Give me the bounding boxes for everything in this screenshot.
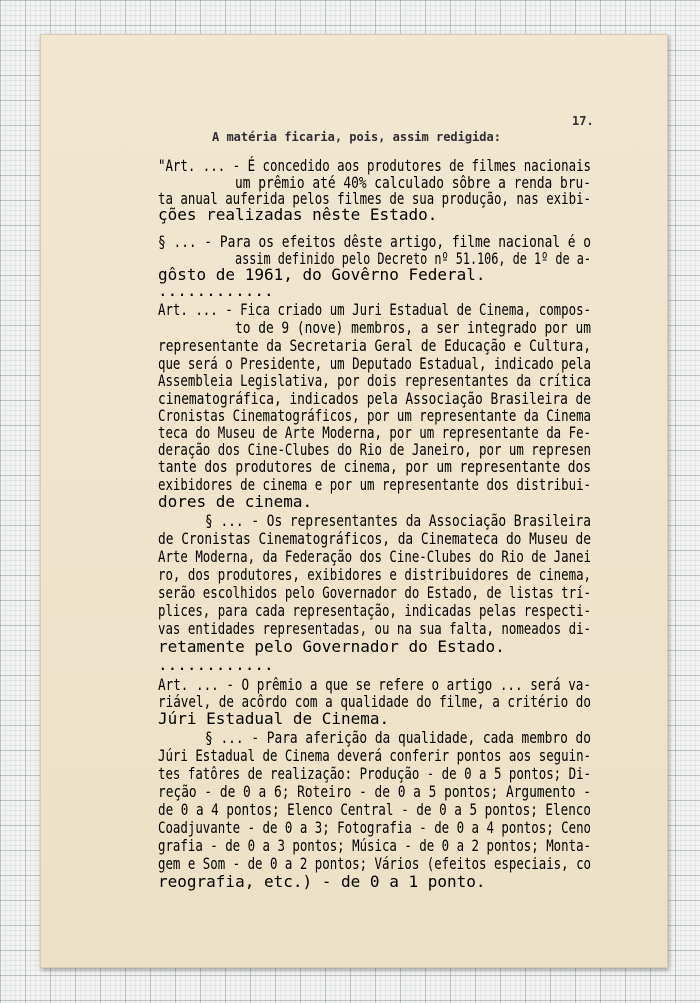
text-line: § ... - Para os efeitos dêste artigo, filme nacional é o bbox=[158, 232, 592, 251]
text-line: reografia, etc.) - de 0 a 1 ponto. bbox=[158, 872, 486, 891]
text-line: Assembleia Legislativa, por dois representantes da crítica bbox=[158, 371, 591, 390]
text-line: um prêmio até 40% calculado sôbre a renda bru- bbox=[235, 173, 591, 192]
text-line: Art. ... - O prêmio a que se refere o artigo ... será va- bbox=[158, 675, 592, 694]
page-number: 17. bbox=[572, 114, 594, 128]
text-line: dores de cinema. bbox=[158, 492, 313, 511]
text-line: cinematográfica, indicados pela Associação Brasileira de bbox=[158, 389, 592, 408]
text-line: exibidores de cinema e por um representante dos distribui- bbox=[158, 475, 591, 494]
text-line: de 0 a 4 pontos; Elenco Central - de 0 a 5 pontos; Elenco bbox=[158, 800, 592, 819]
text-line: § ... - Os representantes da Associação Brasileira bbox=[205, 511, 591, 530]
text-line: assim definido pelo Decreto nº 51.106, de 1º de a- bbox=[235, 249, 591, 268]
text-line: ta anual auferida pelos filmes de sua produção, nas exibi- bbox=[158, 189, 591, 208]
text-line: deração dos Cine-Clubes do Rio de Janeiro, por um represen bbox=[158, 440, 591, 459]
text-line: Art. ... - Fica criado um Juri Estadual de Cinema, compos- bbox=[158, 300, 591, 319]
text-line: § ... - Para aferição da qualidade, cada membro do bbox=[205, 728, 591, 747]
text-line: vas entidades representadas, ou na sua falta, nomeados di- bbox=[158, 619, 591, 638]
text-line: ro, dos produtores, exibidores e distribuidores de cinema, bbox=[158, 565, 591, 584]
text-line: Arte Moderna, da Federação dos Cine-Clubes do Rio de Janei bbox=[158, 547, 591, 566]
text-line: retamente pelo Governador do Estado. bbox=[158, 637, 505, 656]
text-line: gôsto de 1961, do Govêrno Federal. bbox=[158, 265, 486, 284]
text-line: Coadjuvante - de 0 a 3; Fotografia - de 0 a 4 pontos; Ceno bbox=[158, 818, 591, 837]
text-line: tes fatôres de realização: Produção - de 0 a 5 pontos; Di- bbox=[158, 764, 591, 783]
separator-dots: ............ bbox=[158, 655, 274, 674]
text-line: teca do Museu de Arte Moderna, por um representante da Fe- bbox=[158, 423, 591, 442]
text-line: Júri Estadual de Cinema. bbox=[158, 709, 390, 728]
section-heading: A matéria ficaria, pois, assim redigida: bbox=[212, 130, 501, 144]
text-line: grafia - de 0 a 3 pontos; Música - de 0 a 2 pontos; Monta- bbox=[158, 836, 591, 855]
text-line: serão escolhidos pelo Governador do Estado, de listas trí- bbox=[158, 583, 591, 602]
text-line: Júri Estadual de Cinema deverá conferir pontos aos seguin- bbox=[158, 746, 591, 765]
text-line: reção - de 0 a 6; Roteiro - de 0 a 5 pontos; Argumento - bbox=[158, 782, 592, 801]
text-line: tante dos produtores de cinema, por um representante dos bbox=[158, 457, 592, 476]
text-line: to de 9 (nove) membros, a ser integrado por um bbox=[235, 318, 591, 337]
text-line: "Art. ... - É concedido aos produtores de filmes nacionais bbox=[158, 156, 591, 175]
text-line: de Cronistas Cinematográficos, da Cinemateca do Museu de bbox=[158, 529, 592, 548]
text-line: plices, para cada representação, indicadas pelas respecti- bbox=[158, 601, 591, 620]
text-line: riável, de acôrdo com a qualidade do filme, a critério do bbox=[158, 692, 592, 711]
text-line: representante da Secretaria Geral de Educação e Cultura, bbox=[158, 336, 592, 355]
text-line: ções realizadas nêste Estado. bbox=[158, 205, 438, 224]
text-line: gem e Som - de 0 a 2 pontos; Vários (efeitos especiais, co bbox=[158, 854, 591, 873]
text-line: que será o Presidente, um Deputado Estadual, indicado pela bbox=[158, 354, 591, 373]
separator-dots: ............ bbox=[158, 281, 274, 300]
text-line: Cronistas Cinematográficos, por um representante da Cinema bbox=[158, 406, 591, 425]
